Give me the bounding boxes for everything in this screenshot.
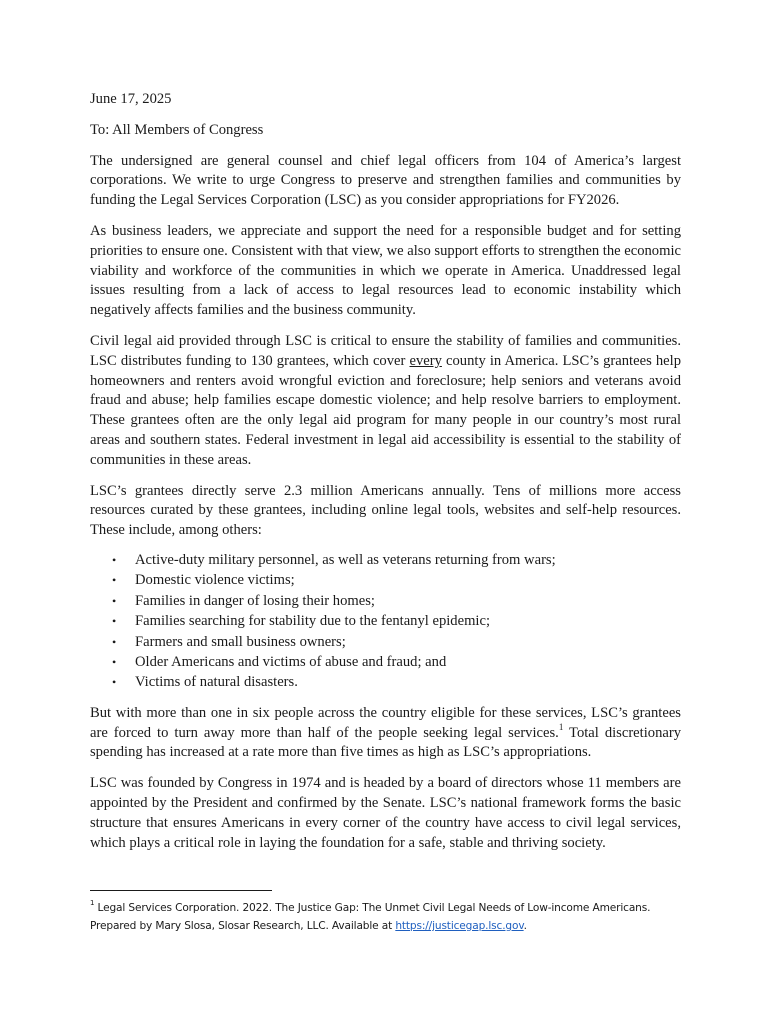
paragraph-text: Civil legal aid provided through LSC is critical to ensure the stability of families and communities. LSC distributes funding to 130 grantees, which cover	[90, 332, 681, 369]
list-item	[90, 632, 681, 652]
list-item	[90, 672, 681, 692]
list-item-text: Active-duty military personnel, as well as veterans returning from wars;	[135, 551, 556, 568]
paragraph-business-leaders: As business leaders, we appreciate and support the need for a responsible budget and for setting priorities to ensure one. Consistent with that view, we also support efforts to strengthen the economic viability and workforce of the communities in which we operate in America. Unaddressed legal issues resulting from a lack of access to legal resources lead to economic instability which negatively affects families and the business community.	[90, 222, 681, 319]
bullet-icon: •	[112, 614, 117, 629]
list-item	[90, 570, 681, 590]
bullet-icon: •	[112, 675, 117, 690]
bullet-icon: •	[112, 552, 117, 567]
letter-body	[90, 90, 681, 853]
list-item-text: Families in danger of losing their homes;	[135, 592, 375, 609]
paragraph-lsc-founding: LSC was founded by Congress in 1974 and is headed by a board of directors whose 11 members are appointed by the President and confirmed by the Senate. LSC’s national framework forms the basic structure that ensures Americans in every corner of the country have access to civil legal services, which plays a critical role in laying the foundation for a safe, stable and thriving society.	[90, 775, 681, 851]
footnote-line	[90, 917, 690, 935]
paragraph-text: Total discretionary spending has increased at a rate more than five times as high as LSC’s appropriations.	[90, 724, 681, 761]
list-item-text: Victims of natural disasters.	[135, 674, 298, 691]
paragraph-grantees: LSC’s grantees directly serve 2.3 million Americans annually. Tens of millions more access resources curated by these grantees, including online legal tools, websites and self-help resources. These include, among others:	[90, 482, 681, 539]
paragraph-intro: The undersigned are general counsel and chief legal officers from 104 of America’s largest corporations. We write to urge Congress to preserve and strengthen families and communities by funding the Legal Services Corporation (LSC) as you consider appropriations for FY2026.	[90, 152, 681, 209]
footnote-line	[90, 899, 690, 917]
list-item	[90, 591, 681, 611]
list-item-text: Families searching for stability due to the fentanyl epidemic;	[135, 613, 491, 630]
footnote	[90, 899, 690, 935]
letter-date: June 17, 2025	[90, 91, 172, 107]
footnote-reference[interactable]: 1	[558, 721, 564, 732]
footnote-punctuation: .	[523, 920, 527, 932]
list-item	[90, 611, 681, 631]
underlined-word: every	[409, 352, 442, 369]
paragraph-civil-legal-aid	[90, 332, 681, 471]
salutation: To: All Members of Congress	[90, 121, 264, 138]
bullet-icon: •	[112, 573, 117, 588]
paragraph-text: But with more than one in six people across the country eligible for these services, LSC’s grantees are forced to turn away more than half of the people seeking legal services.	[90, 704, 681, 741]
paragraph-turned-away	[90, 704, 681, 763]
list-item-text: Domestic violence victims;	[135, 572, 295, 589]
bullet-icon: •	[112, 634, 117, 649]
footnote-citation: Prepared by Mary Slosa, Slosar Research, LLC. Available at	[90, 920, 396, 932]
footnote-number: 1	[90, 899, 95, 908]
list-item	[90, 652, 681, 672]
list-item	[90, 550, 681, 570]
bullet-icon: •	[112, 593, 117, 608]
list-item-text: Older Americans and victims of abuse and fraud; and	[135, 653, 447, 670]
footnote-divider	[90, 890, 272, 891]
footnote-citation: Legal Services Corporation. 2022. The Justice Gap: The Unmet Civil Legal Needs of Low-income Americans.	[94, 902, 651, 914]
beneficiaries-list	[90, 550, 681, 693]
paragraph-text: county in America. LSC’s grantees help homeowners and renters avoid wrongful eviction and foreclosure; help seniors and veterans avoid fraud and abuse; help families escape domestic violence; and help resolve barriers to employment. These grantees often are the only legal aid program for many people in our country’s most rural areas and southern states. Federal investment in legal aid accessibility is essential to the stability of communities in these areas.	[90, 352, 681, 468]
bullet-icon: •	[112, 654, 117, 669]
list-item-text: Farmers and small business owners;	[135, 633, 346, 650]
footnote-link[interactable]: https://justicegap.lsc.gov	[395, 920, 524, 932]
